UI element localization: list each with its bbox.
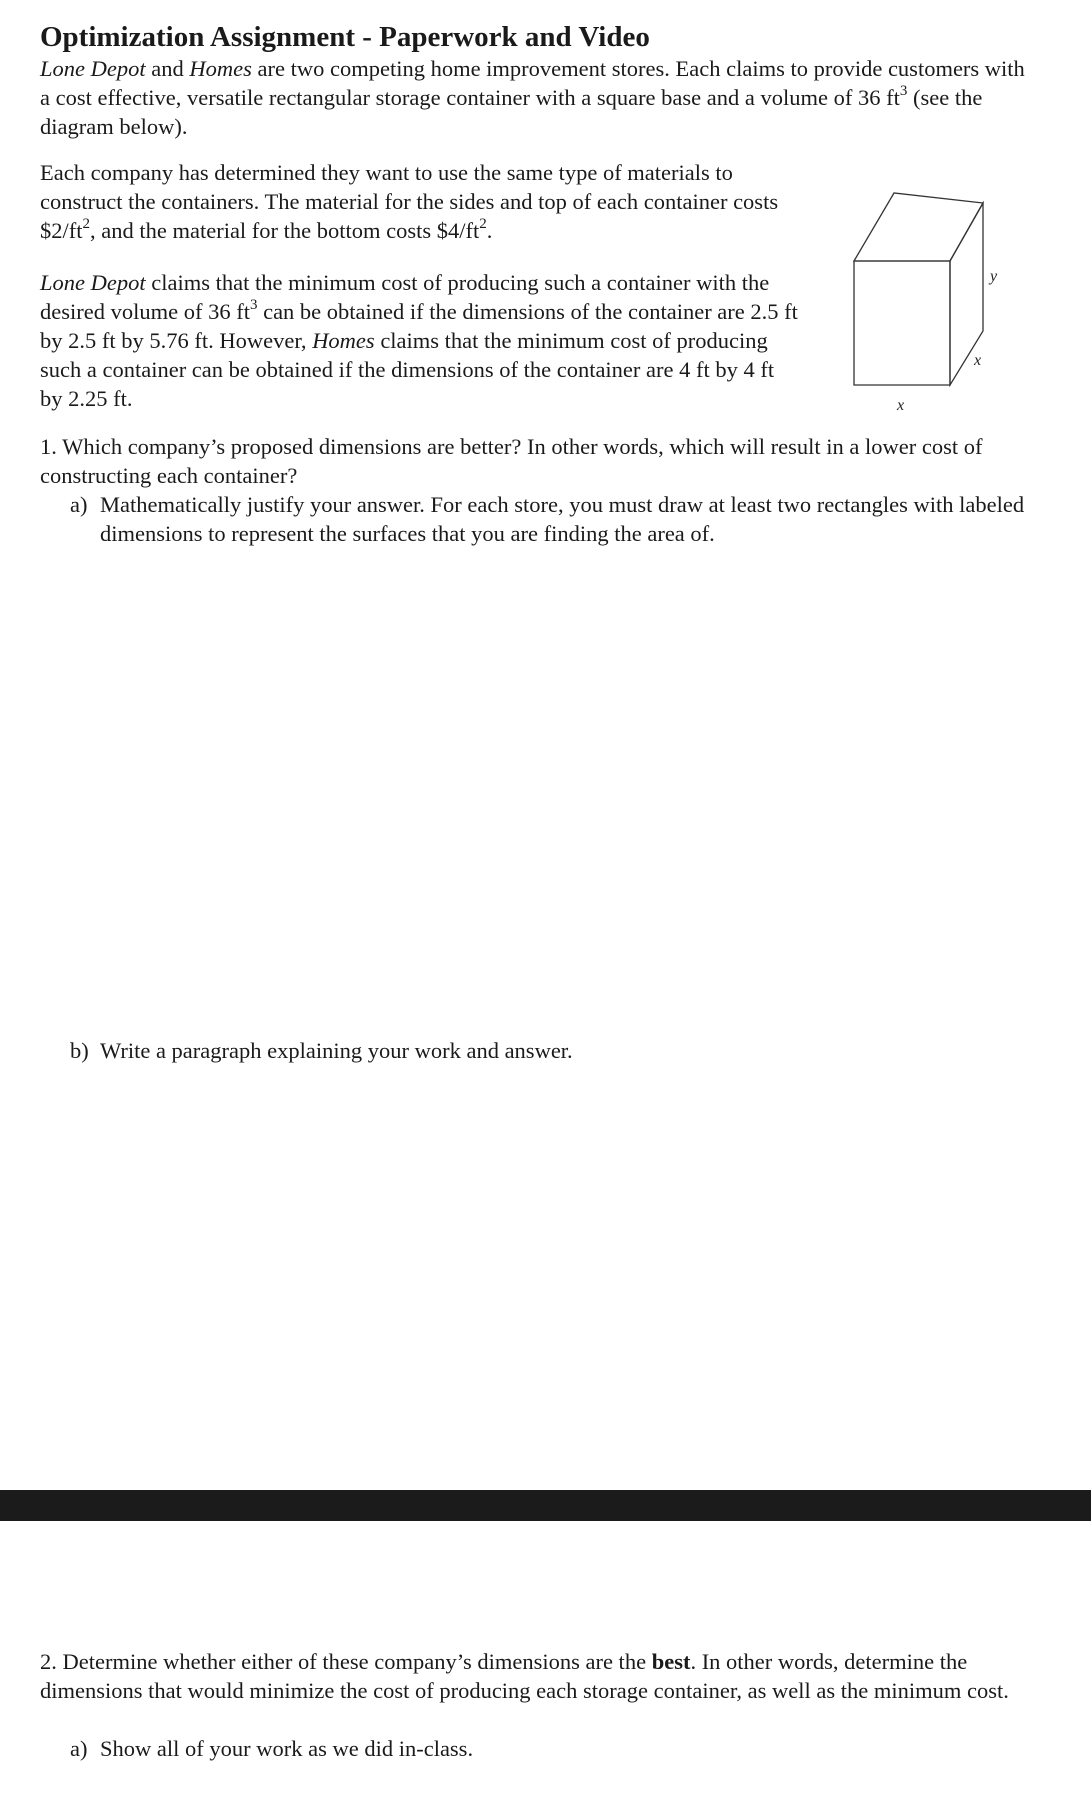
question-2a-label: a) bbox=[70, 1736, 88, 1761]
container-diagram bbox=[838, 185, 1008, 415]
question-1b-text: Write a paragraph explaining your work and answer. bbox=[100, 1038, 573, 1063]
question-1b bbox=[70, 1036, 1050, 1065]
question-1a-text: Mathematically justify your answer. For each store, you must draw at least two rectangles with labeled dimensions to represent the surfaces that you are finding the area of. bbox=[100, 492, 1025, 546]
company-name-homes: Homes bbox=[189, 56, 252, 81]
company-name-lone-depot: Lone Depot bbox=[40, 56, 146, 81]
materials-paragraph: Each company has determined they want to use the same type of materials to construct the containers. The material for the sides and top of each container costs $\$2/ft^2$, and the material for the bottom costs $\$4/ft^2$. bbox=[40, 160, 779, 243]
question-2: 2. Determine whether either of these company’s dimensions are the best. In other words, determine the dimensions that would minimize the cost of producing each storage container, as well as the minimum cost. bbox=[40, 1649, 1009, 1703]
question-1a-label: a) bbox=[70, 492, 88, 517]
question-1: 1. Which company’s proposed dimensions are better? In other words, which will result in a lower cost of constructing each container? bbox=[40, 434, 983, 488]
box-top-face bbox=[854, 193, 983, 261]
question-2a-text: Show all of your work as we did in-class. bbox=[100, 1736, 474, 1761]
worksheet-page bbox=[40, 20, 1040, 1761]
label-depth-x: x bbox=[974, 352, 982, 369]
label-width-x: x bbox=[897, 397, 905, 414]
question-1b-label: b) bbox=[70, 1038, 89, 1063]
company-name-homes: Homes bbox=[312, 328, 375, 353]
label-height-y: y bbox=[990, 268, 998, 285]
question-1a bbox=[70, 490, 1050, 548]
page-title: Optimization Assignment - Paperwork and Video bbox=[40, 21, 650, 53]
bold-best: best bbox=[651, 1649, 691, 1674]
box-front-face bbox=[854, 261, 950, 385]
company-name-lone-depot: Lone Depot bbox=[40, 270, 146, 295]
dark-band-divider bbox=[0, 1490, 1091, 1521]
question-2a bbox=[70, 1734, 1050, 1763]
claims-paragraph: Lone Depot claims that the minimum cost of producing such a container with the desired volume of 36 $ft^3$ can be obtained if the dimensions of the container are 2.5 ft by 2.5 ft by 5.76 ft. However, Homes claims that the minimum cost of producing such a container can be obtained if the dimensions of the container are 4 ft by 4 ft by 2.25 ft. bbox=[40, 270, 798, 411]
intro-paragraph: Lone Depot and Homes are two competing home improvement stores. Each claims to provide customers with a cost effective, versatile rectangular storage container with a square base and a volume of 36 $ft^3$ (see the diagram below). bbox=[40, 56, 1025, 139]
